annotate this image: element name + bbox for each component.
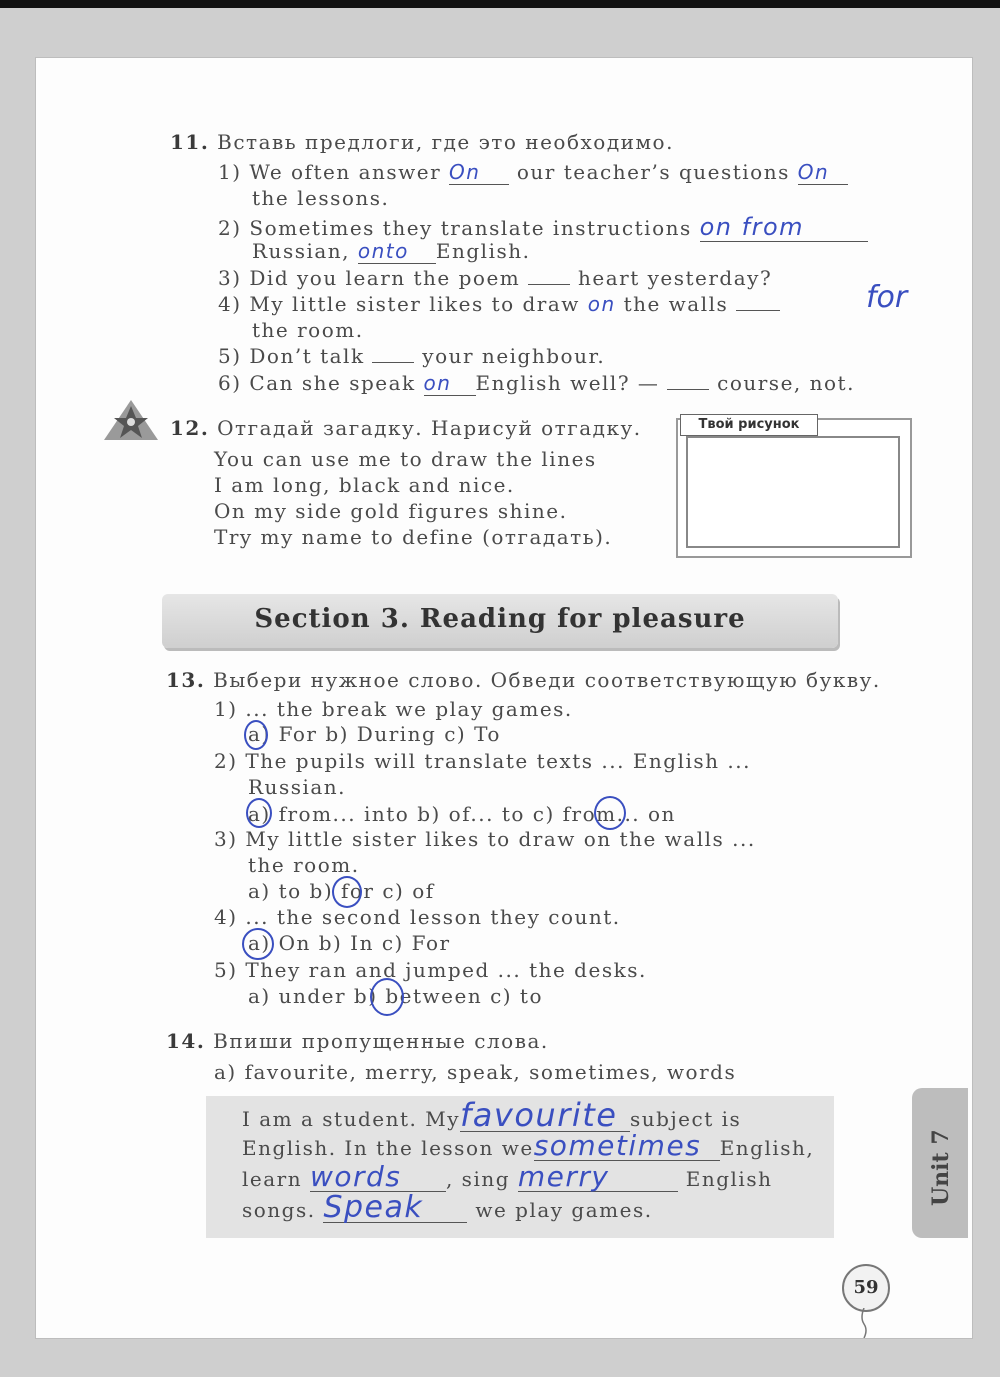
balloon-string-icon [858, 1308, 870, 1338]
ex11-item-1-cont: the lessons. [252, 186, 390, 210]
ex13-header: 13. Выбери нужное слово. Обведи соответствующую букву. [166, 668, 881, 692]
ex11-item-6: 6) Can she speak on English well? — course, not. [218, 371, 855, 395]
ex11-item-2-cont: Russian, onto English. [252, 239, 531, 263]
riddle-line-1: You can use me to draw the lines [214, 447, 597, 471]
ex11-item-3: 3) Did you learn the poem heart yesterday? [218, 266, 773, 290]
answer-circle [332, 876, 362, 908]
answer-circle [242, 928, 274, 960]
unit-label: Unit 7 [928, 1129, 954, 1206]
answer-circle [594, 796, 626, 830]
section-banner [162, 594, 838, 648]
drawing-area[interactable] [676, 418, 912, 558]
ex14-line-4: songs. Speak we play games. [242, 1190, 653, 1225]
ex11-item-5: 5) Don’t talk your neighbour. [218, 344, 606, 368]
answer-circle [244, 720, 268, 750]
ex13-q1-options: a) For b) During c) To [248, 722, 501, 746]
section-title: Section 3. Reading for pleasure [254, 604, 746, 634]
ex11-item-4: 4) My little sister likes to draw on the walls [218, 292, 780, 316]
ex14-line-1: I am a student. Myfavourite subject is [242, 1096, 742, 1134]
ex14-word-bank: a) favourite, merry, speak, sometimes, words [214, 1060, 737, 1084]
ex13-q1: 1) ... the break we play games. [214, 697, 573, 721]
ex13-q3: 3) My little sister likes to draw on the walls ... [214, 827, 756, 851]
ex13-q5: 5) They ran and jumped ... the desks. [214, 958, 647, 982]
ex11-item-4-cont: the room. [252, 318, 364, 342]
riddle-line-3: On my side gold figures shine. [214, 499, 568, 523]
ex11-item-2: 2) Sometimes they translate instructions on from [218, 213, 868, 242]
answer-circle [246, 798, 272, 828]
ex13-q3-cont: the room. [248, 853, 360, 877]
ex11-header: 11. Вставь предлоги, где это необходимо. [170, 130, 674, 154]
scan-top-edge [0, 0, 1000, 8]
riddle-line-2: I am long, black and nice. [214, 473, 515, 497]
unit-tab [912, 1088, 968, 1238]
ex13-q2-options: a) from... into b) of... to c) from... on [248, 802, 676, 826]
riddle-line-4: Try my name to define (отгадать). [214, 525, 613, 549]
ex11-item-1: 1) We often answer On our teacher’s questions On [218, 160, 848, 185]
ex14-line-3: learn words , sing merry English [242, 1160, 773, 1193]
answer-circle [370, 978, 404, 1016]
ex13-q3-options: a) to b) for c) of [248, 879, 435, 903]
puzzle-star-icon [102, 396, 160, 442]
ex13-q2: 2) The pupils will translate texts ... English ... [214, 749, 751, 773]
ex12-header: 12. Отгадай загадку. Нарисуй отгадку. [170, 416, 642, 440]
ex13-q4-options: a) On b) In c) For [248, 931, 451, 955]
drawing-label: Твой рисунок [680, 414, 818, 436]
page-number: 59 [842, 1264, 890, 1312]
ex14-header: 14. Впиши пропущенные слова. [166, 1029, 549, 1053]
ex13-q5-options: a) under b) between c) to [248, 984, 544, 1008]
ex13-q2-cont: Russian. [248, 775, 347, 799]
ex13-q4: 4) ... the second lesson they count. [214, 905, 621, 929]
ex14-line-2: English. In the lesson wesometimes English, [242, 1129, 815, 1162]
ex11-hw-for: for [866, 280, 908, 315]
